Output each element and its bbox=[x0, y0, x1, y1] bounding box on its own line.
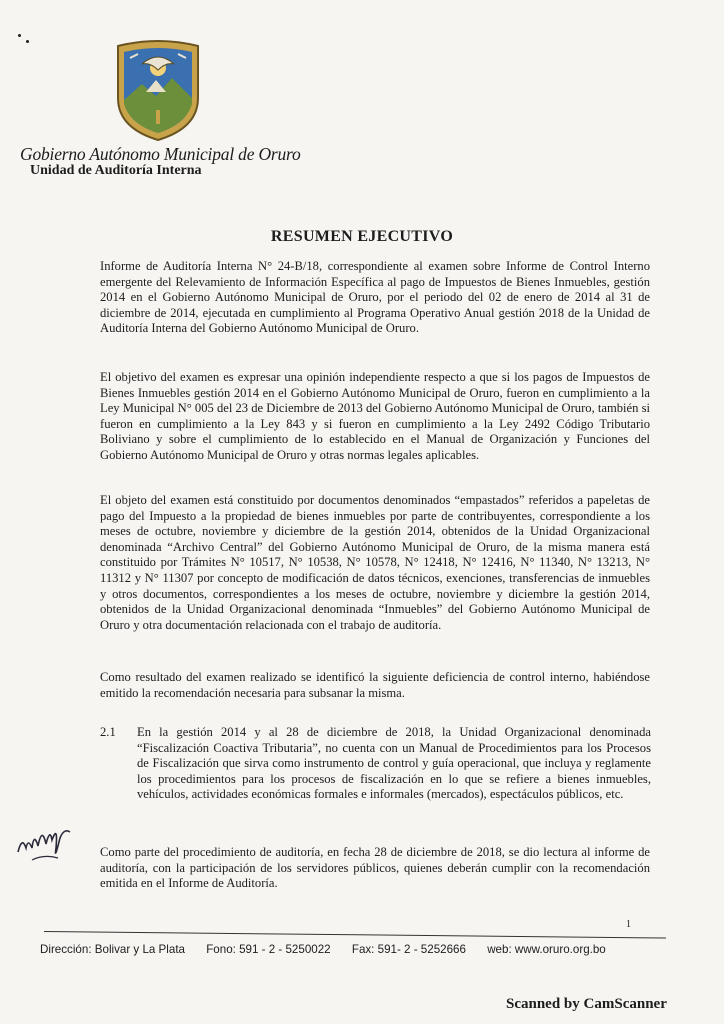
scan-speck bbox=[18, 34, 21, 37]
paragraph-objective: El objetivo del examen es expresar una opinión independiente respecto a que si los pagos de Impuestos de Bienes Inmuebles gestión 2014 en el Gobierno Autónomo Municipal de Oruro, fueron en cumplimiento a la Ley Municipal N° 005 del 23 de Diciembre de 2013 del Gobierno Autónomo Municipal de Oruro, también si fueron en cumplimiento a la Ley 843 y si fueron en cumplimiento a la Ley 2492 Código Tributario Boliviano y sobre el cumplimiento de lo establecido en el Manual de Organización y Funciones del Gobierno Autónomo Municipal de Oruro y otras normas legales aplicables. bbox=[100, 370, 650, 462]
finding-number: 2.1 bbox=[100, 725, 116, 739]
footer bbox=[40, 943, 680, 956]
footer-address: Dirección: Bolivar y La Plata bbox=[40, 943, 185, 956]
paragraph-object: El objeto del examen está constituido por documentos denominados “empastados” referidos a papeletas de pago del Impuesto a la propiedad de bienes inmuebles por parte de contribuyentes, correspondiente a los meses de octubre, noviembre y diciembre de la gestión 2014, obtenidos de la Unidad Organizacional denominada “Archivo Central” del Gobierno Autónomo Municipal de Oruro, de la misma manera está constituido por Trámites N° 10517, N° 10538, N° 10578, N° 12418, N° 12416, N° 11340, N° 13213, N° 11312 y N° 11307 por concepto de modificación de datos técnicos, exenciones, transferencias de inmuebles y otros documentos, correspondientes a los meses de octubre, noviembre y diciembre la gestión 2014, obtenidos de la Unidad Organizacional denominada “Inmuebles” del Gobierno Autónomo Municipal de Oruro y otra documentación relacionada con el trabajo de auditoría. bbox=[100, 493, 650, 632]
footer-phone: Fono: 591 - 2 - 5250022 bbox=[206, 943, 331, 956]
document-title: RESUMEN EJECUTIVO bbox=[270, 228, 454, 245]
paragraph-result: Como resultado del examen realizado se identificó la siguiente deficiencia de control interno, habiéndose emitido la recomendación necesaria para subsanar la misma. bbox=[100, 670, 650, 700]
scanner-watermark: Scanned by CamScanner bbox=[506, 996, 667, 1012]
unit-name: Unidad de Auditoría Interna bbox=[30, 163, 202, 178]
handwritten-signature bbox=[14, 818, 74, 870]
footer-web: web: www.oruro.org.bo bbox=[487, 943, 606, 956]
organization-name: Gobierno Autónomo Municipal de Oruro bbox=[20, 144, 301, 164]
footer-fax: Fax: 591- 2 - 5252666 bbox=[351, 943, 466, 956]
footer-divider bbox=[44, 931, 666, 939]
scan-speck bbox=[26, 40, 29, 43]
paragraph-intro: Informe de Auditoría Interna N° 24-B/18, correspondiente al examen sobre Informe de Control Interno emergente del Relevamiento de Información Específica al pago de Impuestos de Bienes Inmuebles, gestión 2014 en el Gobierno Autónomo Municipal de Oruro, por el periodo del 02 de enero de 2014 al 31 de diciembre de 2014, ejecutada en cumplimiento al Programa Operativo Anual gestión 2018 de la Unidad de Auditoría Interna del Gobierno Autónomo Municipal de Oruro. bbox=[100, 259, 650, 336]
page-number: 1 bbox=[626, 919, 631, 930]
finding-text: En la gestión 2014 y al 28 de diciembre de 2018, la Unidad Organizacional denominada “Fiscalización Coactiva Tributaria”, no cuenta con un Manual de Procedimientos para los Procesos de Fiscalización que sirva como instrumento de control y guía operacional, que incluya y reglamente los procedimientos para los procesos de fiscalización en lo que se refiere a bienes inmuebles, vehículos, actividades económicas formales e informales (mercados), espectáculos públicos, etc. bbox=[137, 725, 651, 802]
paragraph-closing: Como parte del procedimiento de auditoría, en fecha 28 de diciembre de 2018, se dio lectura al informe de auditoría, con la participación de los servidores públicos, quienes deberán cumplir con la recomendación emitida en el Informe de Auditoría. bbox=[100, 845, 650, 891]
municipal-crest-icon bbox=[112, 40, 204, 142]
